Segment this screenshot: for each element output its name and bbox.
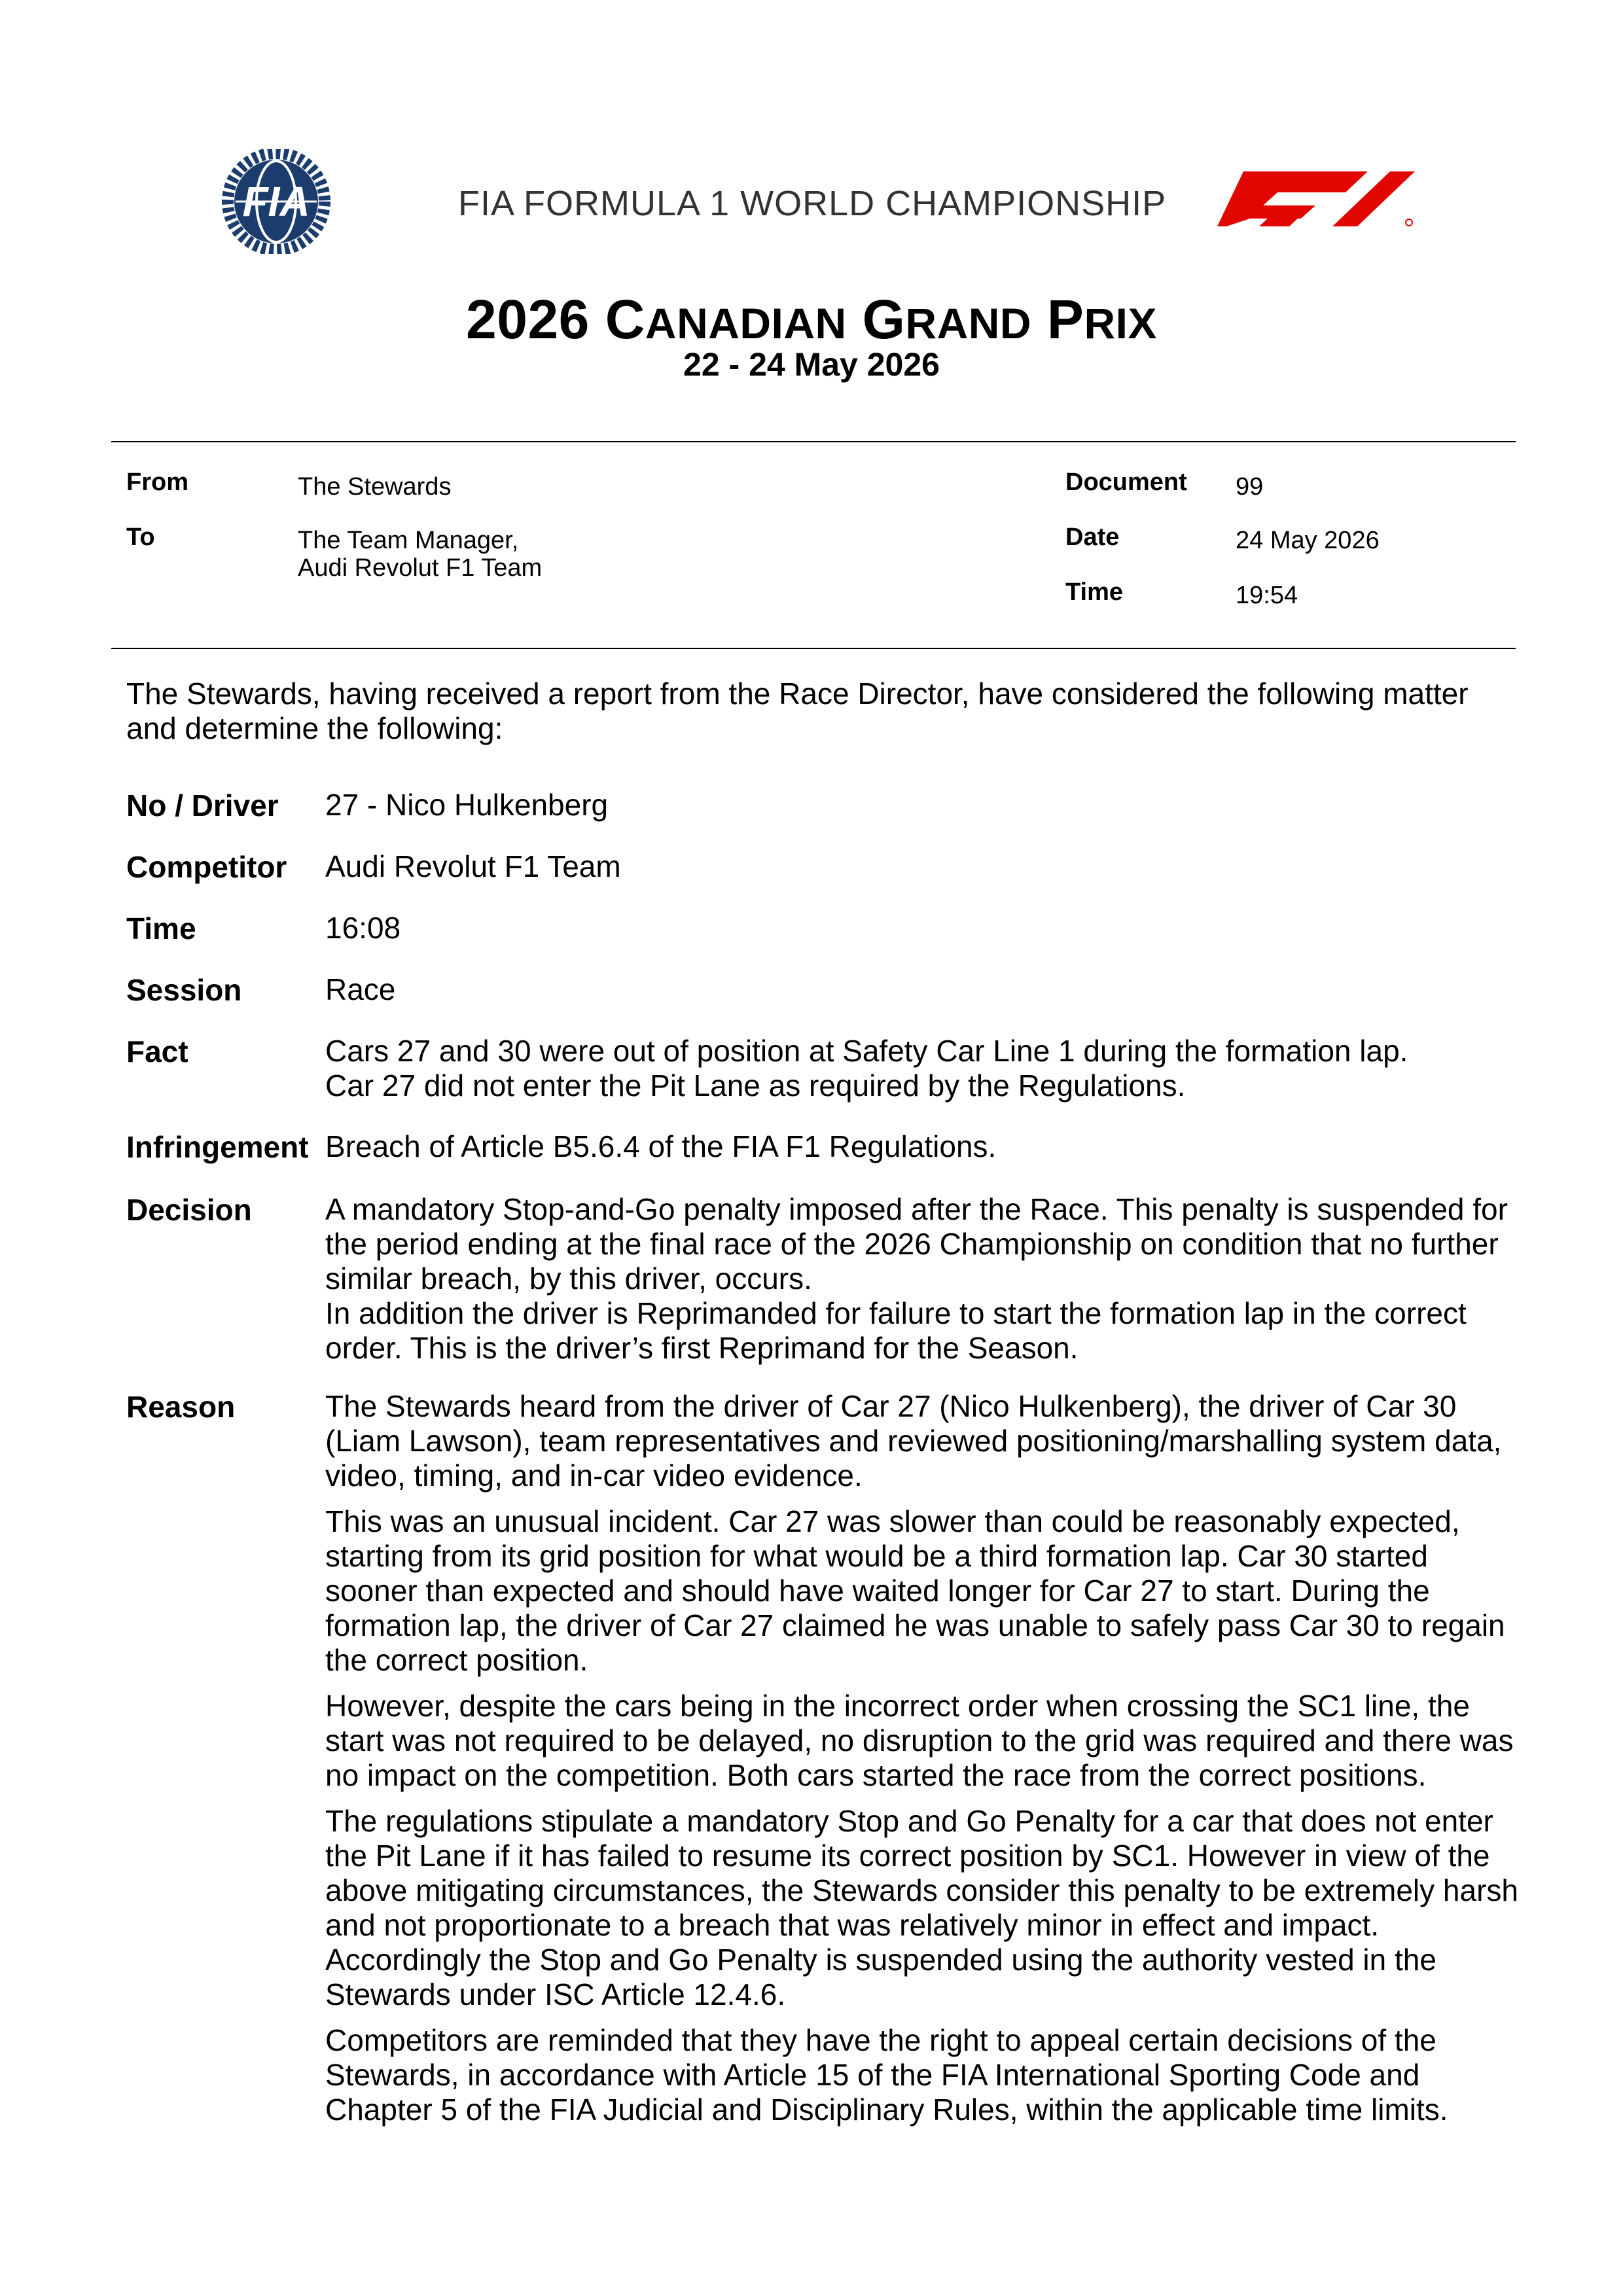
infringement-label: Infringement <box>126 1130 309 1164</box>
fact-line-2: Car 27 did not enter the Pit Lane as required by the Regulations. <box>325 1069 1186 1103</box>
decision-label: Decision <box>126 1193 252 1227</box>
reason-paragraph-4: The regulations stipulate a mandatory Stop and Go Penalty for a car that does not enter the Pit Lane if it has failed to resume its correct position by SC1. However in view of the above mitigating circumstances, the Stewards consider this penalty to be extremely harsh and not proportionate to a breach that was relatively minor in effect and impact. Accordingly the Stop and Go Penalty is suspended using the authority vested in the Stewards under ISC Article 12.4.6. <box>325 1804 1518 2011</box>
title-word-2: GRAND <box>862 289 1032 350</box>
from-label: From <box>126 468 188 496</box>
document-label: Document <box>1065 468 1187 496</box>
decision-paragraph-1: A mandatory Stop-and-Go penalty imposed after the Race. This penalty is suspended for the period ending at the final race of the 2026 Championship on condition that no further similar breach, by this driver, occurs. <box>325 1192 1508 1296</box>
time-value: 19:54 <box>1236 582 1298 609</box>
session-value: Race <box>325 972 396 1006</box>
fia-logo-text: FIA <box>242 178 310 225</box>
infringement-value: Breach of Article B5.6.4 of the FIA F1 Regulations. <box>325 1129 997 1163</box>
event-title <box>0 288 1623 351</box>
reason-paragraph-1: The Stewards heard from the driver of Car 27 (Nico Hulkenberg), the driver of Car 30 (Liam Lawson), team representatives and reviewed positioning/marshalling system data, video, timing, and in-car video evidence. <box>325 1389 1502 1492</box>
title-word-1: CANADIAN <box>605 289 847 350</box>
time-value-detail: 16:08 <box>325 911 401 945</box>
fia-logo <box>204 149 348 254</box>
competitor-value: Audi Revolut F1 Team <box>325 849 621 883</box>
reason-value <box>325 1389 1523 2138</box>
from-value: The Stewards <box>298 473 452 501</box>
document-value: 99 <box>1236 473 1264 501</box>
f1-logo <box>1217 171 1420 226</box>
title-year: 2026 <box>466 289 590 350</box>
reason-label: Reason <box>126 1390 236 1424</box>
driver-label: No / Driver <box>126 788 279 822</box>
fact-line-1: Cars 27 and 30 were out of position at Safety Car Line 1 during the formation lap. <box>325 1034 1408 1068</box>
time-label: Time <box>1065 578 1124 606</box>
reason-paragraph-5: Competitors are reminded that they have the right to appeal certain decisions of the Stewards, in accordance with Article 15 of the FIA International Sporting Code and Chapter 5 of the FIA Judicial and Disciplinary Rules, within the applicable time limits. <box>325 2023 1448 2127</box>
reason-paragraph-3: However, despite the cars being in the incorrect order when crossing the SC1 line, the start was not required to be delayed, no disruption to the grid was required and there was no impact on the competition. Both cars started the race from the correct positions. <box>325 1689 1514 1792</box>
session-label: Session <box>126 973 242 1007</box>
title-word-3: PRIX <box>1046 289 1157 350</box>
time-label-detail: Time <box>126 911 196 945</box>
driver-value: 27 - Nico Hulkenberg <box>325 788 609 822</box>
date-value: 24 May 2026 <box>1236 527 1380 554</box>
decision-paragraph-2: In addition the driver is Reprimanded for failure to start the formation lap in the correct order. This is the driver’s first Reprimand for the Season. <box>325 1296 1467 1365</box>
bottom-divider <box>111 648 1516 649</box>
to-label: To <box>126 523 155 551</box>
championship-title: FIA FORMULA 1 WORLD CHAMPIONSHIP <box>458 184 1167 223</box>
event-dates: 22 - 24 May 2026 <box>683 346 940 383</box>
reason-paragraph-2: This was an unusual incident. Car 27 was slower than could be reasonably expected, starting from its grid position for what would be a third formation lap. Car 30 started sooner than expected and should have waited longer for Car 27 to start. During the formation lap, the driver of Car 27 claimed he was unable to safely pass Car 30 to regain the correct position. <box>325 1504 1505 1677</box>
competitor-label: Competitor <box>126 850 287 884</box>
intro-paragraph: The Stewards, having received a report from the Race Director, have considered the following matter and determine the following: <box>126 677 1469 745</box>
fact-label: Fact <box>126 1034 188 1069</box>
fact-value <box>325 1034 1523 1103</box>
to-value-line2: Audi Revolut F1 Team <box>298 554 543 582</box>
to-value-line1: The Team Manager, <box>298 527 519 554</box>
decision-value <box>325 1192 1523 1366</box>
top-divider <box>111 441 1516 442</box>
date-label: Date <box>1065 523 1120 551</box>
